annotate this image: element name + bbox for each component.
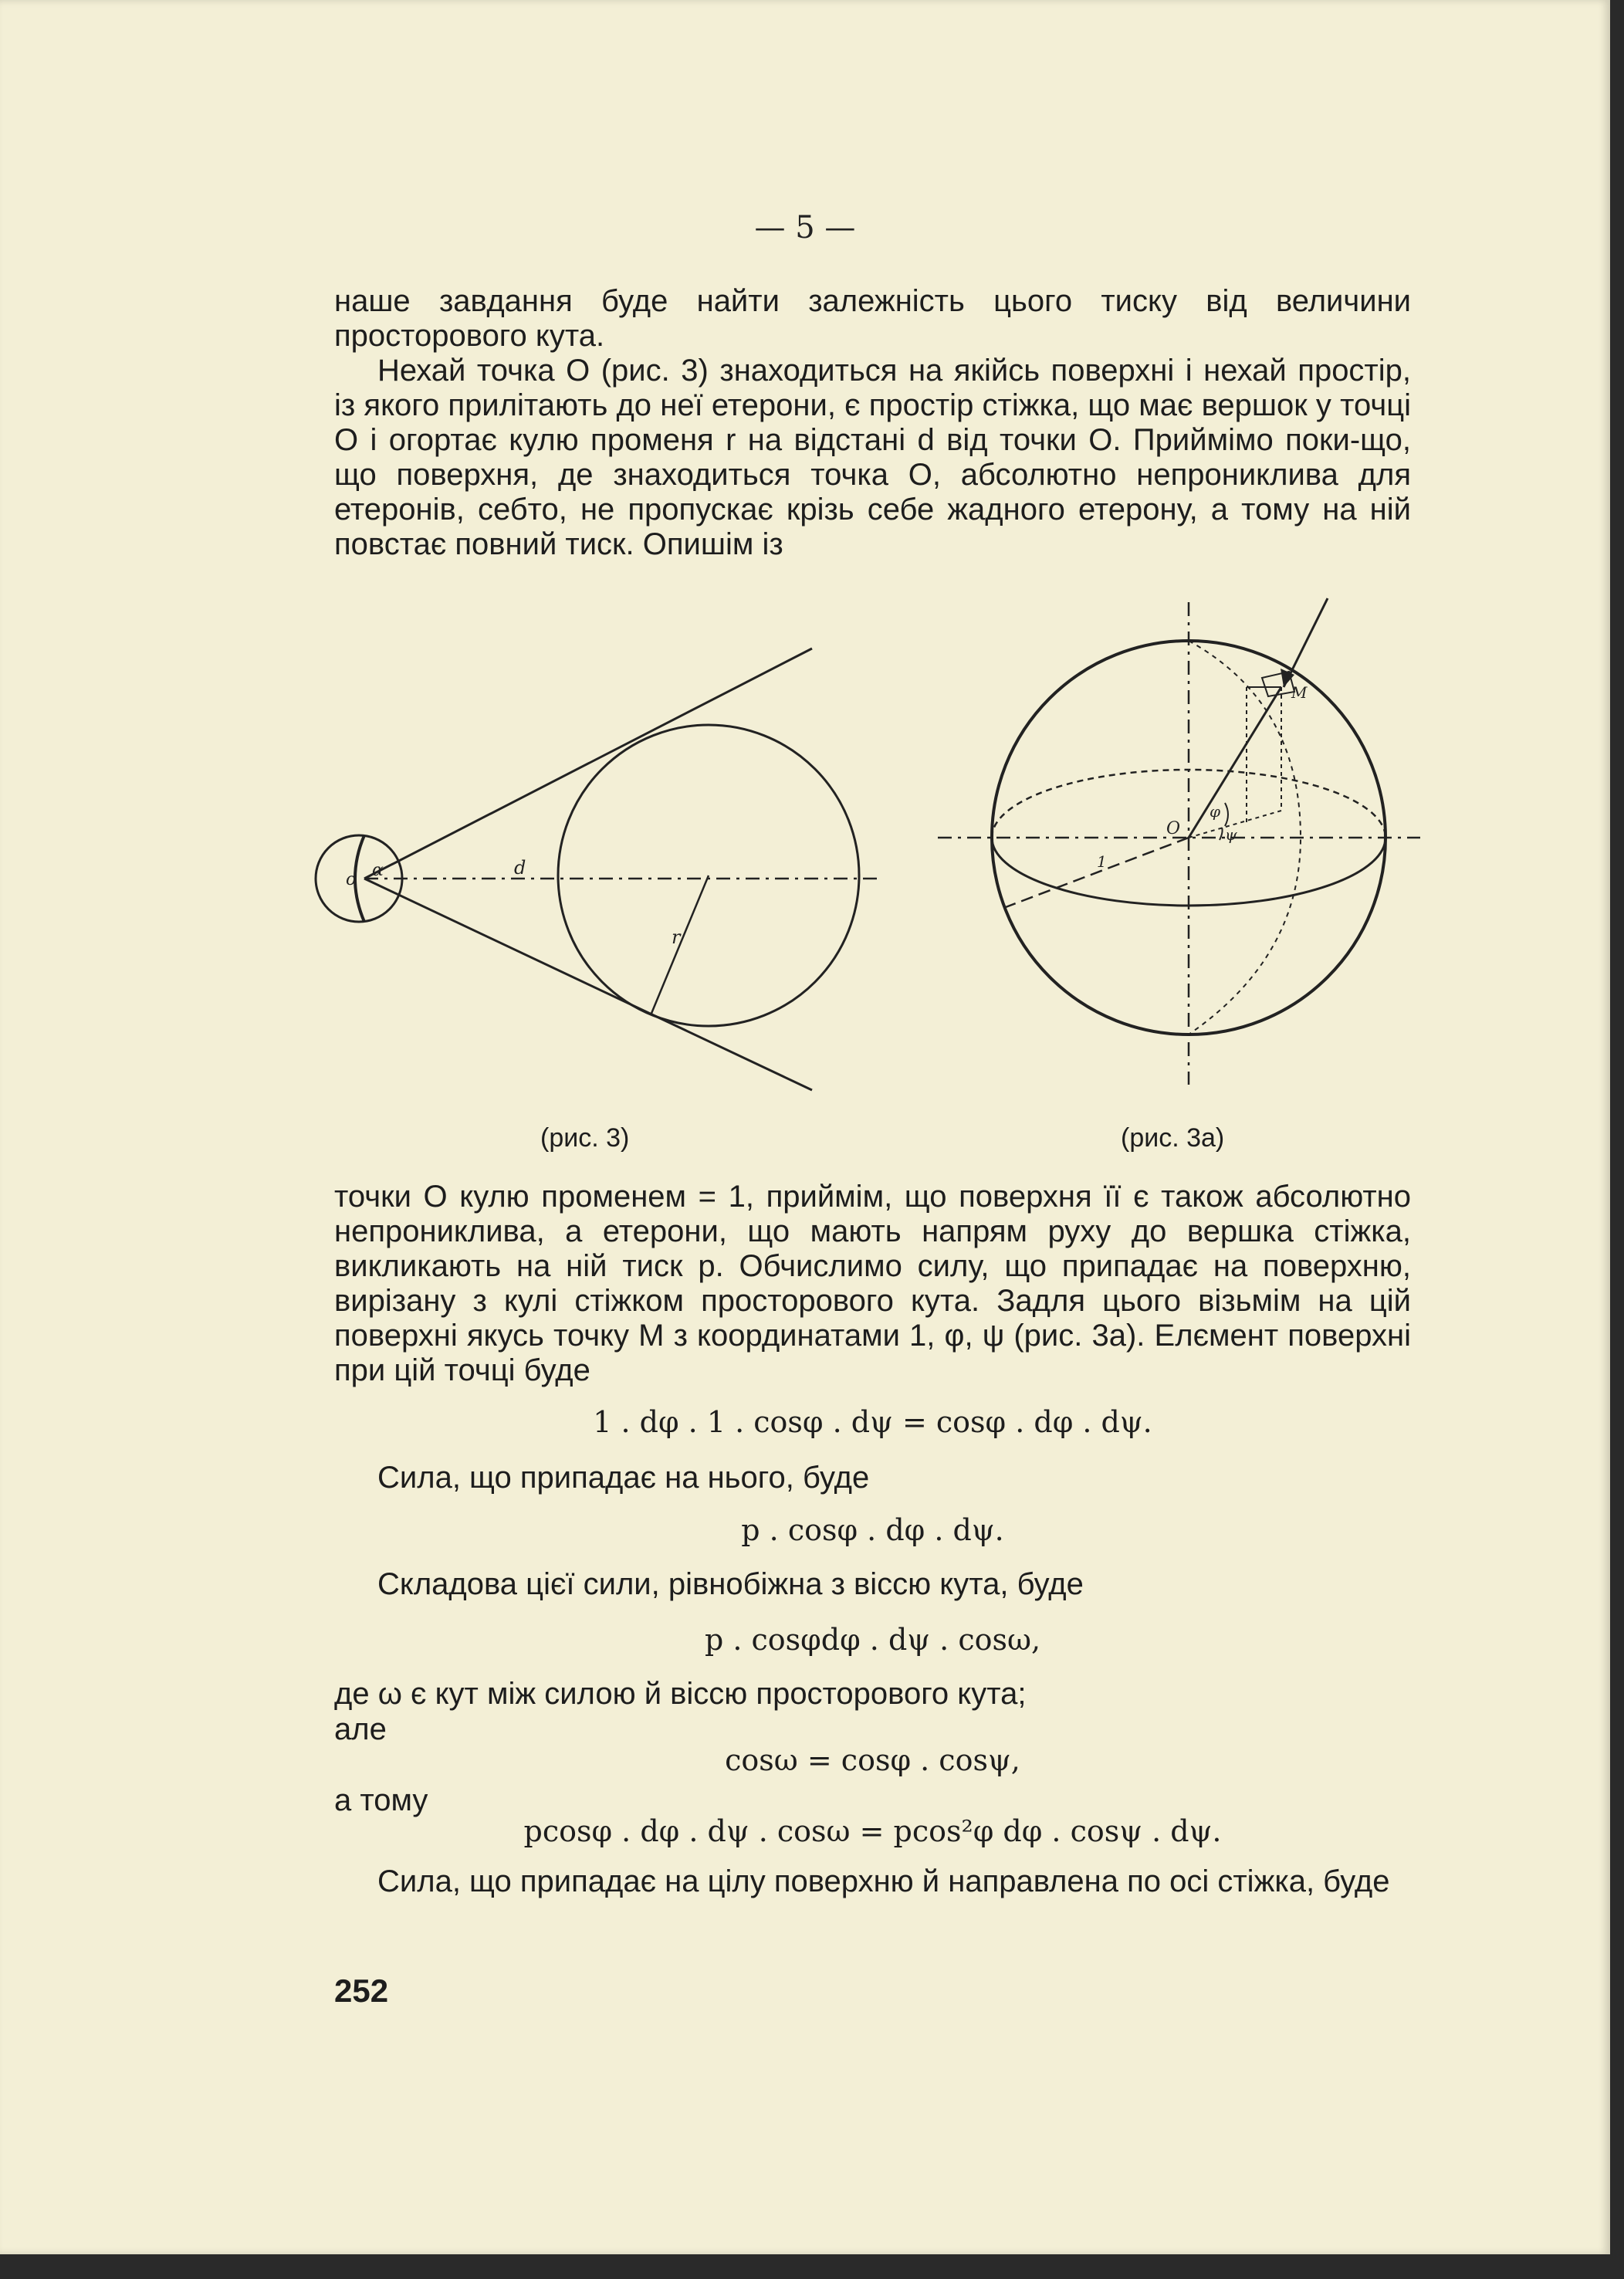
formula-3: p . cosφdφ . dψ . cosω, bbox=[704, 1623, 1041, 1657]
fig3a-label-one: 1 bbox=[1097, 852, 1107, 871]
formula-1: 1 . dφ . 1 . cosφ . dψ = cosφ . dφ . dψ. bbox=[593, 1405, 1152, 1439]
fig3-tangent-lower bbox=[364, 879, 812, 1090]
fig3a-angle-phi bbox=[1225, 803, 1228, 826]
paragraph-3-text: точки O кулю променем = 1, приймім, що поверхня її є також абсолютно непрониклива, а етерони, що мають напрям руху до вершка стіжка, викликають на ній тиск p. Обчислимо силу, що припадає на поверхню, вирізану з кулі стіжком просторового кута. Задля цього візьмім на цій поверхні якусь точку M з координатами 1, φ, ψ (рис. 3а). Елємент поверхні при цій точці буде bbox=[334, 1180, 1411, 1387]
fig3-label-r: r bbox=[672, 926, 681, 948]
fig3-caption: (рис. 3) bbox=[540, 1123, 630, 1153]
page-number-top: — 5 — bbox=[754, 210, 856, 246]
word-ale: але bbox=[334, 1712, 387, 1746]
fig3-surface-arc bbox=[355, 835, 364, 922]
paragraph-6 bbox=[334, 1677, 1411, 1712]
fig3a-label-o: O bbox=[1166, 819, 1181, 838]
paragraph-5 bbox=[334, 1567, 1411, 1602]
word-a-tomu: а тому bbox=[334, 1783, 428, 1817]
fig3a-label-phi: φ bbox=[1210, 802, 1221, 821]
fig3-label-alpha: α bbox=[372, 861, 384, 880]
paragraph-2 bbox=[334, 354, 1411, 562]
formula-4: cosω = cosφ . cosψ, bbox=[725, 1743, 1020, 1777]
paragraph-6-text: де ω є кут між силою й віссю просторового кута; bbox=[334, 1677, 1027, 1711]
fig3a-label-psi: ψ bbox=[1225, 825, 1237, 844]
formula-2: p . cosφ . dφ . dψ. bbox=[741, 1513, 1004, 1547]
fig3a-radius-m bbox=[1189, 687, 1281, 838]
paragraph-1 bbox=[334, 284, 1411, 354]
paragraph-3 bbox=[334, 1180, 1411, 1388]
page-number-bottom: 252 bbox=[334, 1973, 389, 2009]
paragraph-4-text: Сила, що припадає на нього, буде bbox=[377, 1461, 870, 1495]
fig3-tangent-upper bbox=[364, 648, 812, 879]
formula-5: pcosφ . dφ . dψ . cosω = pcos²φ dφ . cosψ . dψ. bbox=[523, 1814, 1222, 1848]
paragraph-4 bbox=[334, 1461, 1411, 1495]
figure-3 bbox=[309, 633, 895, 1127]
paragraph-2-text: Нехай точка O (рис. 3) знаходиться на якійсь поверхні і нехай простір, із якого прилітають до неї етерони, є простір стіжка, що має вершок у точці O і огортає кулю променя r на відстані d від точки O. Приймімо поки-що, що поверхня, де знаходиться точка O, абсолютно непрониклива для етеронів, себто, не пропускає крізь себе жадного етерону, а тому на ній повстає повний тиск. Опишім із bbox=[334, 354, 1411, 561]
paragraph-5-text: Складова цієї сили, рівнобіжна з віссю кута, буде bbox=[377, 1567, 1084, 1601]
fig3a-caption: (рис. 3а) bbox=[1121, 1123, 1225, 1153]
paragraph-7-text: Сила, що припадає на цілу поверхню й направлена по осі стіжка, буде bbox=[377, 1864, 1390, 1898]
paragraph-1-text: наше завдання буде найти залежність цього тиску від величини просторового кута. bbox=[334, 284, 1411, 353]
fig3a-label-m: M bbox=[1291, 683, 1308, 702]
figure-3a bbox=[938, 594, 1432, 1089]
fig3-label-d: d bbox=[514, 857, 526, 879]
fig3-label-o: o bbox=[346, 870, 357, 889]
paragraph-7 bbox=[334, 1864, 1411, 1899]
